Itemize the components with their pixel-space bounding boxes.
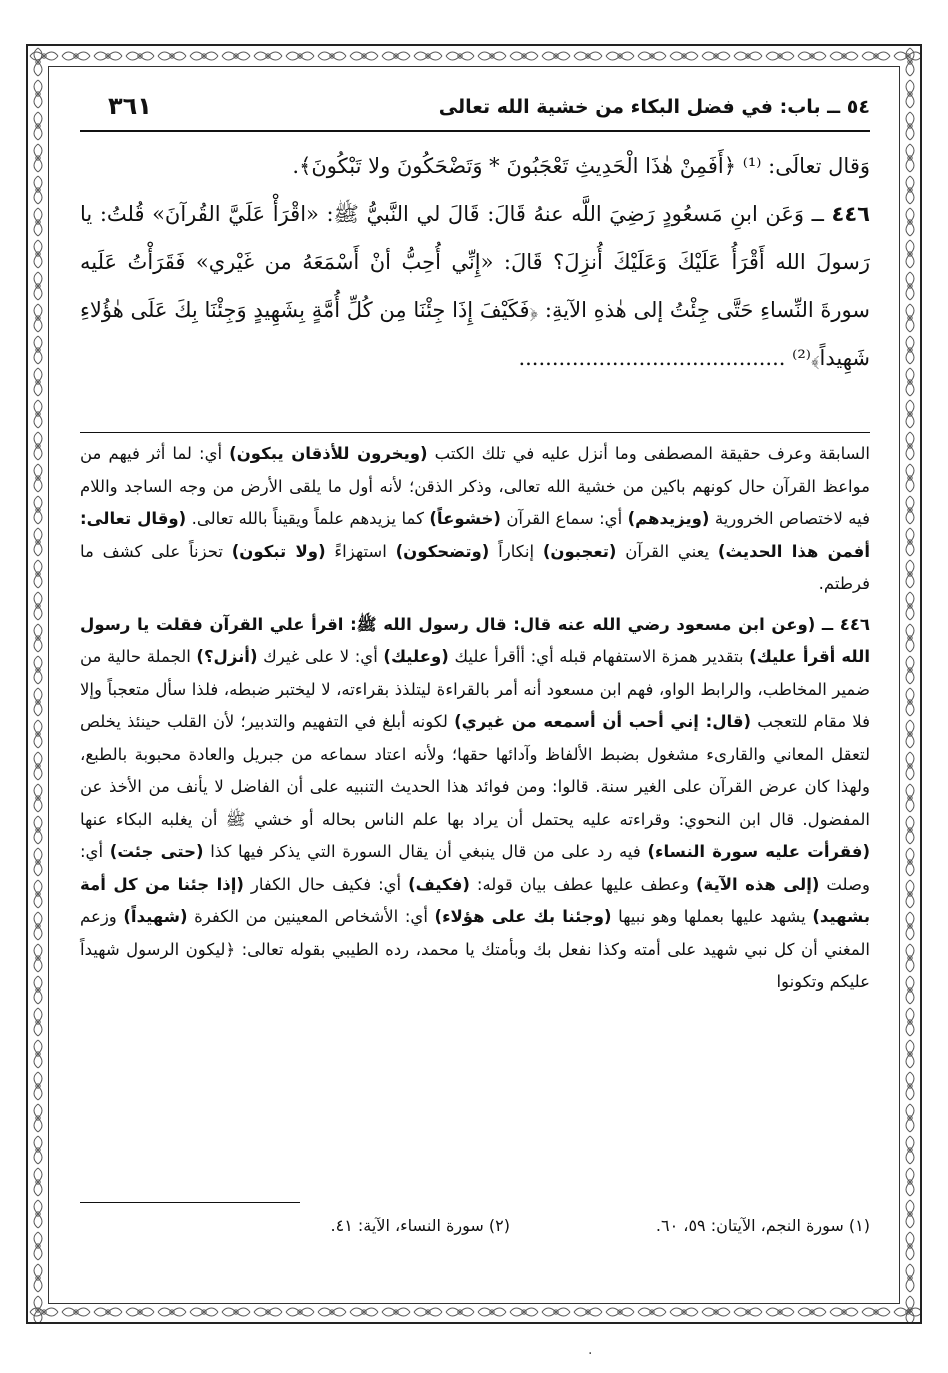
commentary-lemma: (ولا تبكون)	[231, 541, 326, 561]
commentary-run: السابقة وعرف حقيقة المصطفى وما أنزل عليه في تلك الكتب	[427, 444, 871, 463]
commentary-run: أي: فكيف حال الكفار	[243, 874, 409, 894]
commentary-lemma: (إلى هذه الآية)	[696, 874, 820, 894]
commentary-lemma: (أنزل؟)	[196, 647, 258, 666]
commentary-lemma: (وقال تعالى: أفمن هذا الحديث)	[80, 509, 870, 561]
commentary-lemma: (حتى جئت)	[109, 842, 204, 861]
commentary-run: وعطف عليها عطف بيان قوله:	[469, 874, 697, 894]
commentary-lemma: (وتضحكون)	[395, 541, 490, 561]
commentary-lemma: (وجئنا بك على هؤلاء)	[434, 907, 612, 926]
commentary-lemma: (إذا جئنا من كل أمة بشهيد)	[80, 874, 871, 926]
commentary-lemma: (فقرأت عليه سورة النساء)	[647, 842, 870, 861]
ornament-border-right	[900, 46, 920, 1322]
commentary-run: أي: وصلت	[80, 842, 870, 894]
quran-verse-line: وَقال تعالَى: ⁽¹⁾ ﴿أَفَمِنْ هٰذَا الْحَدِيثِ تَعْجَبُونَ * وَتَضْحَكُونَ ولا تَبْكُونَ﴾.	[292, 154, 870, 178]
commentary-run: أي: لا على غيرك	[257, 647, 384, 666]
commentary-run: كما يزيدهم علماً ويقيناً بالله تعالى.	[186, 509, 430, 528]
commentary-lemma: ٤٤٦ ــ (وعن ابن مسعود رضي الله عنه قال: قال رسول الله ﷺ: اقرأ علي القرآن فقلت يا رسول الله أقرأ عليك)	[80, 614, 870, 666]
commentary-run: أي: لما أثر فيهم من مواعظ القرآن حال كونهم باكين من خشية الله تعالى، وذكر الذقن؛ لأنه أول ما يلقى الأرض من وجه الساجد واللام فيه لاختصاص الخرورية	[80, 444, 870, 528]
page-content	[80, 80, 870, 1300]
section-divider	[80, 432, 870, 433]
main-text	[80, 142, 870, 382]
commentary-paragraph-1	[80, 438, 870, 601]
commentary-run: إنكاراً	[489, 541, 543, 561]
commentary-paragraph-2	[80, 609, 870, 999]
commentary-run: وزعم المغني أن كل نبي شهيد على أمته وكذا نفعل بك وبأمتك يا محمد، رده الطيبي بقوله تعالى: ﴿ليكون الرسول شهيداً عليكم وتكونوا	[80, 907, 870, 991]
running-head: ٥٤ ــ باب: في فضل البكاء من خشية الله تعالى	[438, 96, 870, 118]
commentary-run: لكونه أبلغ في التفهيم والتدبير؛ لأن القلب حينئذ يخلص لتعقل المعاني والقارىء مشغول بضبط الألفاظ وآدائها حقها؛ ولأنه اعتاد سماعه من جبريل والعادة محبوبة بالطبع، ولهذا كان عرض القرآن على الغير سنة. قالوا: ومن فوائد هذا الحديث التنبيه على أن الفاضل لا يأنف من الأخذ عن المفضول. قال ابن النحوي: وقراءته عليه يحتمل أن يراد بها علم الناس بحاله أو خشي ﷺ أن يغلبه البكاء عنها	[80, 712, 870, 829]
commentary	[80, 438, 870, 1007]
hadith-text: ــ وَعَن ابنِ مَسعُودٍ رَضِيَ اللَّه عنهُ قَالَ: قَالَ لي النَّبيُّ ﷺ: «اقْرَأْ عَلَيَّ القُرآنَ» قُلتُ: يا رَسولَ الله أَقْرَأُ عَلَيْكَ وَعَلَيْكَ أُنزِلَ؟ قَالَ: «إِنِّي أُحِبُّ أنْ أَسْمَعَهُ من غَيْري» فَقَرَأْتُ عَلَيه سورةَ النِّساءِ حَتَّى جِئْتُ إلى هٰذهِ الآيةِ: ﴿فَكَيْفَ إِذَا جِئْنَا مِن كُلِّ أُمَّةٍ بِشَهِيدٍ وَجِئْنَا بِكَ عَلَى هٰؤُلاءِ شَهِيداً﴾⁽²⁾	[80, 202, 870, 370]
commentary-run: يشهد عليها بعملها وهو نبيها	[611, 907, 813, 926]
footnote-1: (١) سورة النجم، الآيتان: ٥٩، ٦٠.	[655, 1216, 870, 1235]
ornament-border-left	[28, 46, 48, 1322]
commentary-lemma: (ويزيدهم)	[627, 509, 710, 528]
commentary-run: تحزناً على كشف ما فرطتم.	[80, 541, 870, 593]
margin-mark: ·	[588, 1346, 593, 1362]
page-header	[80, 90, 870, 132]
hadith-block	[80, 190, 870, 382]
ornament-border-bottom	[28, 1302, 920, 1322]
page-number: ٣٦١	[108, 92, 152, 120]
commentary-run: أي: سماع القرآن	[500, 509, 628, 528]
commentary-lemma: (وعليك)	[383, 647, 449, 666]
commentary-run: استهزاءً	[325, 541, 396, 561]
commentary-lemma: (شهيداً)	[123, 907, 188, 926]
commentary-run: الجملة حالية من ضمير المخاطب، والرابط الواو، فهم ابن مسعود أنه أمر بالقراءة ليتلذذ بقراءته، لا ليختبر ضبطه، فلذا سأل متعجباً وإلا فلا مقام للتعجب	[80, 647, 870, 731]
commentary-lemma: (تعجبون)	[542, 541, 617, 561]
ornament-border-top	[28, 46, 920, 66]
commentary-run: أي: الأشخاص المعينين من الكفرة	[187, 907, 435, 926]
commentary-lemma: (ويخرون للأذقان يبكون)	[229, 444, 428, 463]
footnote-2: (٢) سورة النساء، الآية: ٤١.	[330, 1216, 510, 1235]
trailing-dots: ........................................	[518, 346, 786, 370]
commentary-lemma: (خشوعاً)	[429, 509, 501, 528]
footnote-rule	[80, 1202, 300, 1203]
hadith-number: ٤٤٦	[831, 202, 870, 226]
commentary-lemma: (فكيف)	[408, 874, 470, 894]
commentary-lemma: (قال: إني أحب أن أسمعه من غيري)	[454, 712, 752, 731]
commentary-run: فيه رد على من قال ينبغي أن يقال السورة التي يذكر فيها كذا	[203, 842, 648, 861]
commentary-run: يعني القرآن	[616, 541, 718, 561]
commentary-run: بتقدير همزة الاستفهام قبله أي: أأقرأ عليك	[448, 647, 750, 666]
